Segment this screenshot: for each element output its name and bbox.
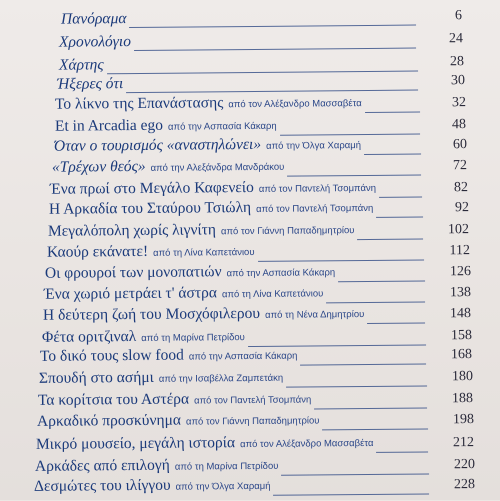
entry-title xyxy=(47,242,255,264)
page-number: 92 xyxy=(454,200,470,216)
entry-title-text: Όταν ο τουρισμός «αναστηλώνει» xyxy=(53,135,262,155)
entry-title-text: Χρονολόγιο xyxy=(58,33,131,51)
entry-author: από την Ισαβέλλα Ζαμπετάκη xyxy=(158,372,284,385)
leader-line xyxy=(365,112,420,113)
page-number: 102 xyxy=(447,222,470,238)
entry-title xyxy=(50,178,376,201)
entry-author: από τον Παντελή Τσομπάνη xyxy=(258,182,377,195)
entry-author: από την Αλεξάνδρα Μανδράκου xyxy=(150,161,285,174)
leader-line xyxy=(258,259,424,261)
entry-author: από τον Παντελή Τσομπάνη xyxy=(256,202,374,215)
entry-title-text: Οι φρουροί των μονοπατιών xyxy=(44,263,222,282)
page-number: 6 xyxy=(454,8,463,24)
page-number: 220 xyxy=(453,457,476,473)
entry-author: από την Όλγα Χαραμή xyxy=(266,140,362,152)
page-number: 148 xyxy=(449,306,472,322)
entry-title xyxy=(40,346,298,368)
page-number: 24 xyxy=(448,31,464,47)
leader-line xyxy=(357,238,423,240)
page-number: 212 xyxy=(452,435,475,451)
entry-title xyxy=(52,157,285,179)
toc-entry xyxy=(0,29,500,55)
entry-title-text: Τα κορίτσια του Αστέρα xyxy=(37,390,190,409)
entry-title-text: «Τρέχων θεός» xyxy=(51,157,146,176)
entry-title xyxy=(34,476,271,498)
entry-author: από τη Μαρίνα Πετρίδου xyxy=(174,460,279,473)
entry-title xyxy=(55,116,277,138)
entry-author: από την Ασπασία Κάκαρη xyxy=(226,267,336,280)
entry-author: από τον Αλέξανδρο Μασσαβέτα xyxy=(228,98,362,111)
leader-line xyxy=(300,363,426,365)
entry-title-text: Μικρό μουσείο, μεγάλη ιστορία xyxy=(35,434,236,453)
page-number: 28 xyxy=(449,54,465,70)
entry-author: από την Όλγα Χαραμή xyxy=(175,480,271,493)
entry-title-text: Η Αρκαδία του Σταύρου Τσιώλη xyxy=(48,198,252,218)
page-number: 72 xyxy=(452,158,468,174)
page-number: 30 xyxy=(450,73,466,89)
entry-author: από τη Λίνα Καπετάνιου xyxy=(153,246,255,259)
entry-title-text: Σπουδή στο ασήμι xyxy=(38,368,154,387)
entry-author: από τον Γιάννη Παπαδημητρίου xyxy=(185,415,320,428)
page-number: 112 xyxy=(449,243,471,259)
entry-title xyxy=(55,93,362,116)
toc-entry xyxy=(0,6,500,32)
page-number: 180 xyxy=(451,369,474,385)
entry-author: από τη Μαρίνα Πετρίδου xyxy=(141,332,245,344)
entry-title xyxy=(48,220,355,243)
leader-line xyxy=(273,493,429,495)
entry-title-text: Αρκάδες από επιλογή xyxy=(34,456,170,475)
entry-title-text: Ήξερες ότι xyxy=(56,75,124,93)
entry-author: από την Ασπασία Κάκαρη xyxy=(188,350,298,363)
entry-title-text: Χάρτης xyxy=(58,56,104,74)
entry-author: από την Ασπασία Κάκαρη xyxy=(167,120,277,133)
leader-line xyxy=(134,48,416,51)
page-number: 158 xyxy=(450,328,473,344)
leader-line xyxy=(367,322,425,324)
page-number: 138 xyxy=(449,285,472,301)
entry-title xyxy=(59,33,131,52)
leader-line xyxy=(338,280,425,282)
entry-title-text: Et in Arcadia ego xyxy=(54,116,164,135)
entry-title xyxy=(38,389,311,411)
toc-entry xyxy=(0,475,500,501)
entry-title xyxy=(37,410,320,432)
entry-title xyxy=(39,368,283,390)
entry-title-text: Καούρ εκάνατε! xyxy=(46,242,149,261)
entry-author: από τη Λίνα Καπετάνιου xyxy=(221,288,324,301)
page-number: 198 xyxy=(452,412,475,428)
page-number: 82 xyxy=(453,180,469,196)
leader-line xyxy=(287,175,421,177)
leader-line xyxy=(286,385,427,387)
entry-title xyxy=(44,283,324,305)
entry-title xyxy=(36,433,374,456)
entry-title-text: Πανόραμα xyxy=(60,10,127,28)
entry-title-text: Ένα πρωί στο Μεγάλο Καφενείο xyxy=(49,178,254,198)
entry-title-text: Το λίκνο της Επανάστασης xyxy=(54,94,224,113)
entry-author: από τον Γιάννη Παπαδημητρίου xyxy=(220,225,355,238)
page-number: 126 xyxy=(449,264,472,280)
entry-title xyxy=(45,262,335,285)
entry-title xyxy=(43,304,364,327)
entry-title-text: Ένα χωριό μετράει τ' άστρα xyxy=(43,284,217,303)
leader-line xyxy=(326,301,425,303)
entry-title-text: Φέτα οριτζιναλ xyxy=(41,327,137,346)
leader-line xyxy=(364,154,421,155)
entry-title xyxy=(57,75,123,94)
leader-line xyxy=(376,451,428,452)
leader-line xyxy=(314,407,427,409)
entry-title xyxy=(35,456,279,478)
leader-line xyxy=(322,428,428,430)
entry-title-text: Η δεύτερη ζωή του Μοσχόφιλερου xyxy=(42,304,261,324)
page-number: 188 xyxy=(451,391,474,407)
entry-author: από τον Παντελή Τσομπάνη xyxy=(194,394,312,407)
page-number: 48 xyxy=(451,117,467,133)
page-number: 32 xyxy=(451,95,467,111)
page-number: 168 xyxy=(450,347,473,363)
page-number: 228 xyxy=(453,477,476,493)
entry-title xyxy=(61,10,127,29)
page-number: 60 xyxy=(452,137,468,153)
leader-line xyxy=(129,25,416,29)
entry-title-text: Μεγαλόπολη χωρίς λιγνίτη xyxy=(47,221,217,240)
entry-title-text: Δεσμώτες του ιλίγγου xyxy=(33,476,171,495)
entry-author: από τον Αλέξανδρο Μασσαβέτα xyxy=(240,437,374,451)
entry-title-text: Το δικό τους slow food xyxy=(39,346,184,365)
entry-title-text: Αρκαδικό προσκύνημα xyxy=(36,411,182,430)
leader-line xyxy=(126,90,418,94)
leader-line xyxy=(376,216,423,217)
entry-author: από τη Νένα Δημητρίου xyxy=(265,309,365,321)
entry-title xyxy=(49,198,373,221)
toc-entry xyxy=(0,410,500,436)
entry-title xyxy=(59,56,104,74)
entry-title xyxy=(54,135,361,158)
